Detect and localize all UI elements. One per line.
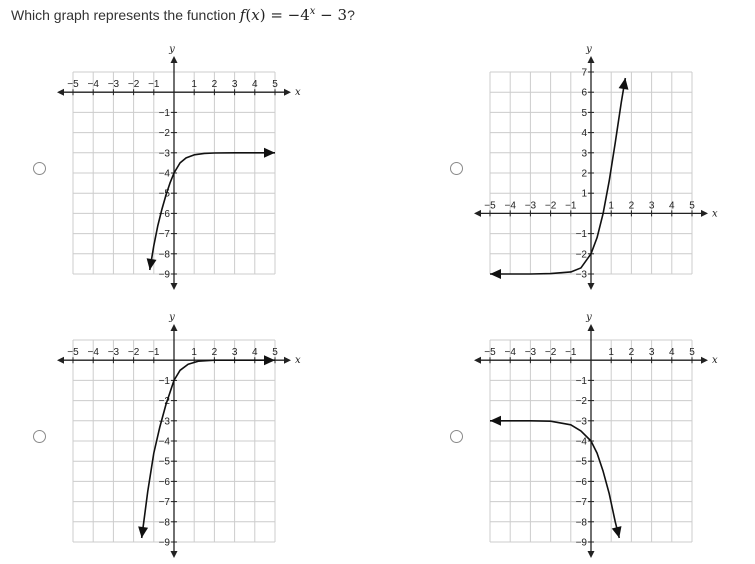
y-tick-label: −5 <box>575 456 587 468</box>
x-tick-label: −4 <box>504 347 516 359</box>
y-axis-name: y <box>169 44 175 55</box>
question-text <box>11 6 355 24</box>
y-tick-label: 3 <box>581 148 587 160</box>
x-tick-label: −2 <box>127 79 140 91</box>
y-tick-label: −9 <box>158 537 170 549</box>
y-tick-label: −3 <box>575 416 587 428</box>
y-axis-arrow-down <box>171 283 178 290</box>
curve-line <box>490 421 619 538</box>
y-tick-label: −1 <box>158 107 170 119</box>
y-axis-name: y <box>586 44 592 55</box>
x-tick-label: −1 <box>148 347 160 359</box>
y-axis-arrow-up <box>588 324 595 331</box>
radio-option-d[interactable] <box>450 430 463 443</box>
graph-option-b <box>472 44 722 294</box>
y-tick-label: −8 <box>575 517 587 529</box>
function-formula: $f(x) = -4^x - 3$ <box>239 6 348 24</box>
x-tick-label: 2 <box>628 200 635 212</box>
graph-option-a <box>55 44 305 294</box>
x-tick-label: 4 <box>252 347 258 359</box>
x-tick-label: −1 <box>148 79 160 91</box>
y-tick-label: −1 <box>575 375 587 387</box>
x-tick-label: −1 <box>565 347 577 359</box>
y-tick-label: −2 <box>575 396 587 408</box>
y-tick-label: −5 <box>158 188 170 200</box>
y-tick-label: −8 <box>158 517 170 529</box>
graph-b-svg <box>472 44 722 294</box>
x-tick-label: 2 <box>211 79 218 91</box>
x-tick-label: 5 <box>272 79 278 91</box>
y-tick-label: −4 <box>158 168 170 180</box>
graph-d-svg <box>472 312 722 562</box>
y-tick-label: −9 <box>158 269 170 281</box>
x-tick-label: −3 <box>107 347 120 359</box>
graph-option-c <box>55 312 305 562</box>
curve-arrow-start <box>138 526 148 538</box>
x-tick-label: 4 <box>252 79 258 91</box>
graph-a-svg <box>55 44 305 294</box>
x-tick-label: −3 <box>524 200 537 212</box>
curve-arrow-start <box>147 258 157 270</box>
x-tick-label: 2 <box>628 347 635 359</box>
x-tick-label: 4 <box>669 200 675 212</box>
y-tick-label: −4 <box>158 436 170 448</box>
radio-option-a[interactable] <box>33 162 46 175</box>
y-tick-label: −3 <box>158 416 170 428</box>
x-tick-label: −2 <box>544 200 557 212</box>
x-axis-arrow-right <box>284 357 291 364</box>
y-tick-label: −1 <box>158 375 170 387</box>
x-tick-label: −5 <box>67 347 79 359</box>
x-tick-label: 1 <box>608 200 614 212</box>
x-tick-label: 3 <box>648 200 655 212</box>
y-tick-label: 7 <box>581 67 587 79</box>
x-axis-name: x <box>712 208 718 220</box>
x-tick-label: 5 <box>272 347 278 359</box>
y-axis-arrow-down <box>588 551 595 558</box>
question-suffix: ? <box>347 7 355 23</box>
x-axis-name: x <box>295 87 301 99</box>
y-tick-label: 4 <box>581 128 587 140</box>
x-axis-arrow-right <box>284 89 291 96</box>
y-tick-label: −6 <box>575 476 587 488</box>
y-tick-label: 1 <box>581 188 587 200</box>
function-curve <box>490 78 628 279</box>
x-tick-label: 3 <box>648 347 655 359</box>
y-tick-label: −4 <box>575 436 587 448</box>
y-tick-label: −5 <box>158 456 170 468</box>
y-tick-label: 6 <box>581 87 587 99</box>
y-axis-name: y <box>169 312 175 323</box>
x-tick-label: −2 <box>127 347 140 359</box>
y-tick-label: −6 <box>158 476 170 488</box>
x-tick-label: 3 <box>231 79 238 91</box>
y-tick-label: −3 <box>575 269 587 281</box>
x-tick-label: −1 <box>565 200 577 212</box>
y-axis-arrow-up <box>171 324 178 331</box>
y-axis-arrow-down <box>588 283 595 290</box>
y-axis-arrow-up <box>171 56 178 63</box>
x-axis-arrow-left <box>57 89 64 96</box>
y-tick-label: 5 <box>581 107 587 119</box>
x-tick-label: −4 <box>87 79 99 91</box>
curve-arrow-end <box>619 78 629 90</box>
x-tick-label: −4 <box>504 200 516 212</box>
x-tick-label: 3 <box>231 347 238 359</box>
x-tick-label: 1 <box>191 79 197 91</box>
x-tick-label: −3 <box>524 347 537 359</box>
y-tick-label: −3 <box>158 148 170 160</box>
y-tick-label: −7 <box>575 497 587 509</box>
graph-c-svg <box>55 312 305 562</box>
x-tick-label: −5 <box>484 200 496 212</box>
x-tick-label: −3 <box>107 79 120 91</box>
y-axis-arrow-down <box>171 551 178 558</box>
y-tick-label: −1 <box>575 229 587 241</box>
curve-arrow-start <box>490 269 501 279</box>
y-tick-label: −2 <box>158 128 170 140</box>
y-tick-label: −7 <box>158 497 170 509</box>
y-axis-name: y <box>586 312 592 323</box>
x-tick-label: 1 <box>608 347 614 359</box>
curve-arrow-end <box>264 148 275 158</box>
graph-option-d <box>472 312 722 562</box>
radio-option-c[interactable] <box>33 430 46 443</box>
x-tick-label: 2 <box>211 347 218 359</box>
x-tick-label: −4 <box>87 347 99 359</box>
x-tick-label: −5 <box>484 347 496 359</box>
x-axis-arrow-left <box>474 357 481 364</box>
radio-option-b[interactable] <box>450 162 463 175</box>
x-axis-arrow-left <box>474 210 481 217</box>
x-tick-label: 4 <box>669 347 675 359</box>
x-tick-label: −2 <box>544 347 557 359</box>
x-tick-label: 5 <box>689 347 695 359</box>
y-tick-label: −2 <box>575 249 587 261</box>
question-prefix: Which graph represents the function <box>11 7 240 23</box>
x-tick-label: 5 <box>689 200 695 212</box>
y-tick-label: −8 <box>158 249 170 261</box>
curve-arrow-start <box>490 416 501 426</box>
x-axis-arrow-left <box>57 357 64 364</box>
x-axis-name: x <box>295 355 301 367</box>
x-tick-label: −5 <box>67 79 79 91</box>
y-tick-label: −2 <box>158 396 170 408</box>
y-axis-arrow-up <box>588 56 595 63</box>
y-tick-label: −9 <box>575 537 587 549</box>
y-tick-label: −6 <box>158 208 170 220</box>
x-tick-label: 1 <box>191 347 197 359</box>
x-axis-arrow-right <box>701 357 708 364</box>
x-axis-name: x <box>712 355 718 367</box>
curve-arrow-end <box>612 526 622 538</box>
x-axis-arrow-right <box>701 210 708 217</box>
y-tick-label: 2 <box>581 168 587 180</box>
y-tick-label: −7 <box>158 229 170 241</box>
